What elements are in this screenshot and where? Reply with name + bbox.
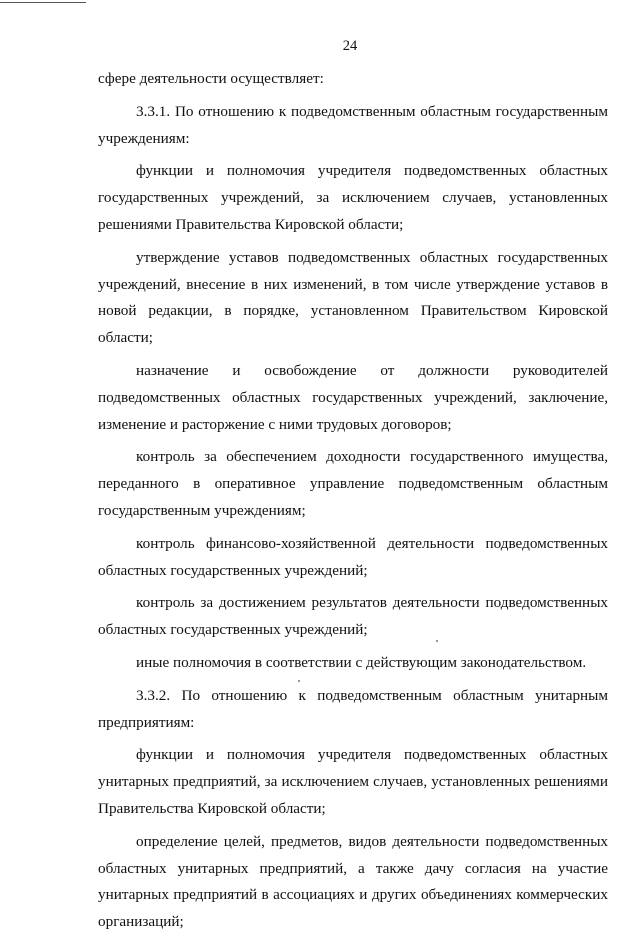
- paragraph-financial-control: контроль финансово-хозяйственной деятельности подведомственных областных государственных учреждений;: [98, 534, 608, 579]
- paragraph-other-powers: иные полномочия в соответствии с действующим законодательством.: [136, 653, 587, 671]
- scan-speck: [298, 680, 300, 682]
- paragraph-founder-functions: функции и полномочия учредителя подведомственных областных государственных учреждений, за исключением случаев, установленных решениями Правительства Кировской области;: [98, 162, 608, 233]
- paragraph-goals-definition: определение целей, предметов, видов деятельности подведомственных областных унитарных предприятий, а также дачу согласия на участие унитарных предприятий в ассоциациях и других объединениях коммерческих организаций;: [98, 832, 608, 931]
- paragraph-appointment-dismissal: назначение и освобождение от должности руководителей подведомственных областных государственных учреждений, заключение, изменение и расторжение с ними трудовых договоров;: [98, 361, 608, 433]
- paragraph-unitary-founder-functions: функции и полномочия учредителя подведомственных областных унитарных предприятий, за исключением случаев, установленных решениями Правительства Кировской области;: [98, 746, 608, 817]
- paragraph-charter-approval: утверждение уставов подведомственных областных государственных учреждений, внесение в них изменений, в том числе утверждение уставов в новой редакции, в порядке, установленном Правительством Кировской области;: [98, 248, 608, 347]
- paragraph-section-3-3-1: 3.3.1. По отношению к подведомственным областным государственным учреждениям:: [98, 102, 608, 147]
- page-number: 24: [342, 38, 358, 54]
- document-body: [98, 66, 608, 942]
- paragraph-continuation: сфере деятельности осуществляет:: [98, 70, 324, 87]
- paragraph-section-3-3-2: 3.3.2. По отношению к подведомственным областным унитарным предприятиям:: [98, 686, 608, 731]
- scan-speck: [436, 640, 438, 642]
- corner-rule: [0, 2, 86, 3]
- paragraph-results-control: контроль за достижением результатов деятельности подведомственных областных государственных учреждений;: [98, 594, 608, 639]
- paragraph-profitability-control: контроль за обеспечением доходности государственного имущества, переданного в оперативное управление подведомственным областным государственным учреждениям;: [98, 448, 608, 519]
